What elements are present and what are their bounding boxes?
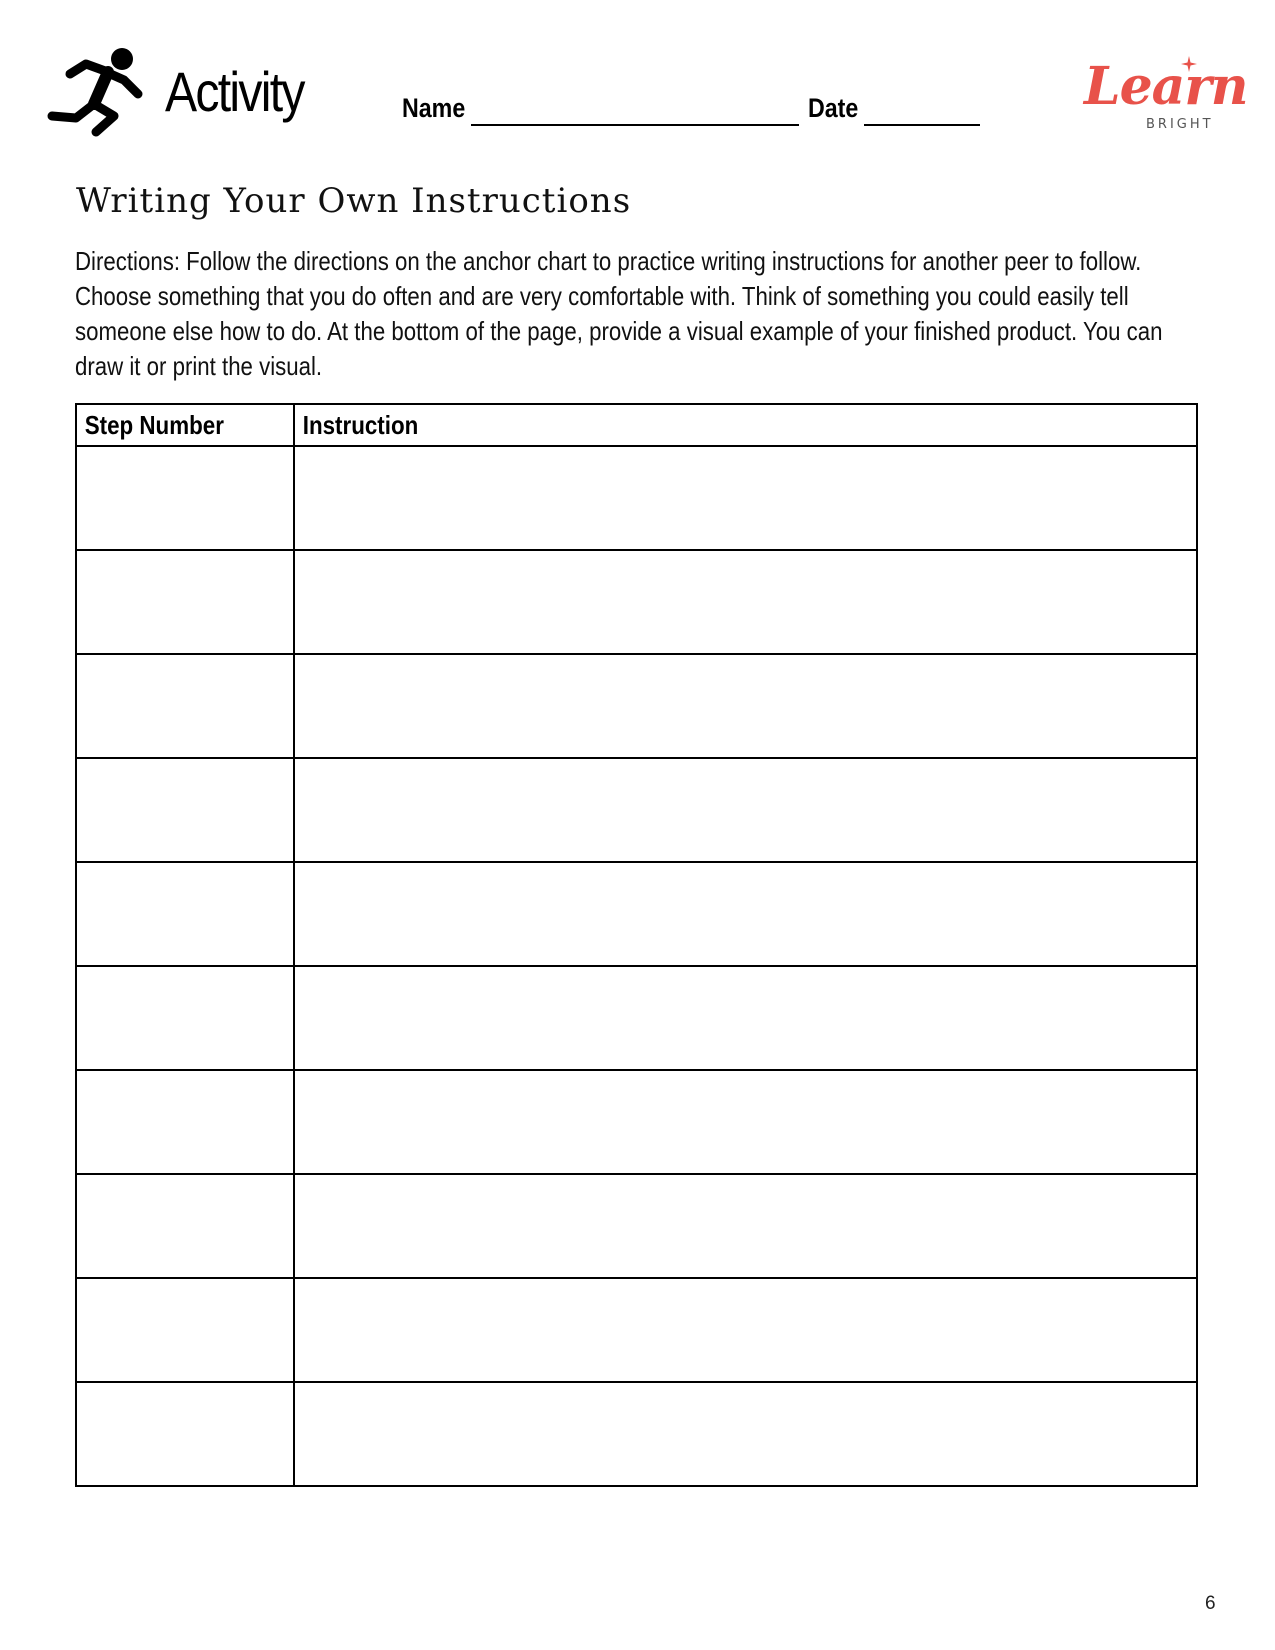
learn-bright-logo — [1080, 55, 1248, 140]
table-header-row — [76, 404, 1197, 446]
instruction-cell[interactable] — [294, 862, 1197, 966]
instruction-cell[interactable] — [294, 654, 1197, 758]
table-row — [76, 862, 1197, 966]
table-row — [76, 758, 1197, 862]
name-label: Name — [402, 93, 466, 123]
step-number-header — [76, 404, 294, 446]
table-row — [76, 550, 1197, 654]
logo-subtext: BRIGHT — [1146, 117, 1214, 132]
step-number-cell[interactable] — [76, 446, 294, 550]
directions-text: Directions: Follow the directions on the anchor chart to practice writing instructions for another peer to follow. Choose something that you do often and are very comfortable with. Think of something you could easily tell someone else how to do. At the bottom of the page, provide a visual example of your finished product. You can draw it or print the visual. — [75, 246, 1163, 381]
table-row — [76, 1070, 1197, 1174]
step-number-cell[interactable] — [76, 966, 294, 1070]
page-title: Writing Your Own Instructions — [76, 181, 632, 221]
table-row — [76, 446, 1197, 550]
table-row — [76, 1278, 1197, 1382]
date-label: Date — [808, 93, 859, 123]
step-number-cell[interactable] — [76, 1382, 294, 1486]
step-number-cell[interactable] — [76, 654, 294, 758]
step-number-header-label: Step Number — [84, 409, 224, 440]
instruction-cell[interactable] — [294, 1174, 1197, 1278]
activity-label: Activity — [165, 60, 304, 123]
instructions-table — [75, 403, 1198, 1487]
step-number-cell[interactable] — [76, 1174, 294, 1278]
logo-word: Learn — [1084, 56, 1248, 117]
worksheet-header — [0, 0, 1275, 160]
name-field[interactable] — [471, 124, 799, 126]
step-number-cell[interactable] — [76, 862, 294, 966]
running-person-icon — [46, 46, 146, 138]
step-number-cell[interactable] — [76, 1278, 294, 1382]
instruction-cell[interactable] — [294, 758, 1197, 862]
page-number: 6 — [1205, 1593, 1216, 1614]
instruction-cell[interactable] — [294, 446, 1197, 550]
step-number-cell[interactable] — [76, 1070, 294, 1174]
instruction-cell[interactable] — [294, 1278, 1197, 1382]
instruction-cell[interactable] — [294, 1382, 1197, 1486]
table-row — [76, 1174, 1197, 1278]
instruction-cell[interactable] — [294, 550, 1197, 654]
step-number-cell[interactable] — [76, 758, 294, 862]
instruction-header-label: Instruction — [302, 409, 419, 440]
table-row — [76, 654, 1197, 758]
instruction-cell[interactable] — [294, 1070, 1197, 1174]
step-number-cell[interactable] — [76, 550, 294, 654]
table-row — [76, 1382, 1197, 1486]
instruction-cell[interactable] — [294, 966, 1197, 1070]
instruction-header — [294, 404, 1197, 446]
date-field[interactable] — [864, 124, 980, 126]
table-row — [76, 966, 1197, 1070]
